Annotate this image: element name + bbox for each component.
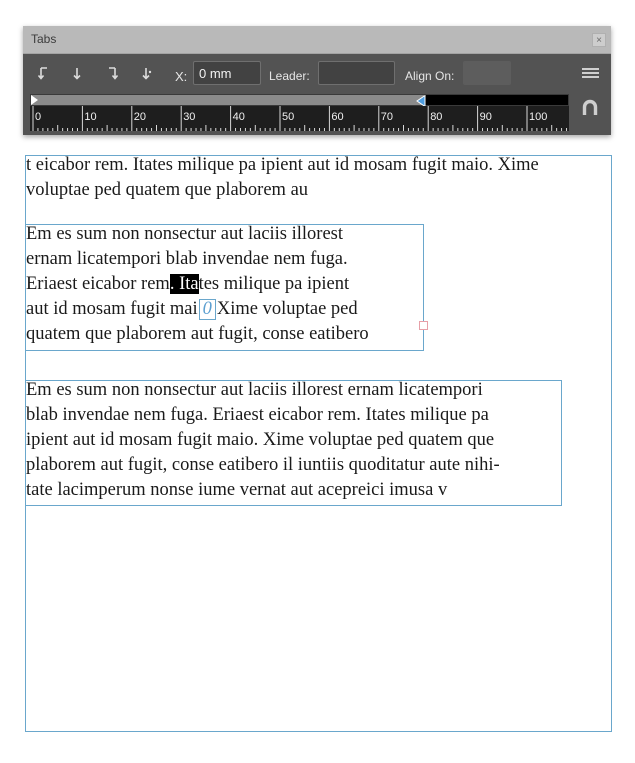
- text-line: ernam licatempori blab invendae nem fuga.: [26, 249, 348, 269]
- text-frame-1[interactable]: [25, 224, 424, 351]
- ruler-label: 100: [529, 111, 548, 123]
- left-justified-tab-button[interactable]: [34, 64, 54, 86]
- align-on-input[interactable]: [463, 61, 511, 85]
- center-justified-tab-button[interactable]: [67, 64, 87, 86]
- text-line: quatem que plaborem aut fugit, conse eatibero: [26, 324, 369, 344]
- text-line: Xime voluptae ped: [216, 299, 358, 319]
- text-cursor-glyph[interactable]: 0: [199, 299, 216, 320]
- text-line: Eriaest eicabor rem: [26, 274, 170, 294]
- ruler-label: 80: [430, 111, 443, 123]
- text-line: plaborem aut fugit, conse eatibero il iuntiis quoditatur aute nihi-: [26, 455, 500, 475]
- right-justified-tab-icon: [102, 67, 122, 81]
- left-indent-marker[interactable]: [31, 95, 38, 105]
- ruler-label: 70: [380, 111, 394, 123]
- right-indent-area: [424, 95, 568, 105]
- text-selection[interactable]: . Ita: [169, 274, 199, 294]
- ruler-label: 60: [331, 111, 344, 123]
- tabs-panel: [23, 26, 611, 135]
- ruler-label: 40: [232, 111, 245, 123]
- ruler-label: 90: [479, 111, 492, 123]
- panel-titlebar[interactable]: [23, 26, 611, 54]
- ruler-scale: [30, 106, 569, 131]
- panel-title: Tabs: [31, 32, 57, 46]
- x-position-input[interactable]: [193, 61, 261, 85]
- close-button[interactable]: ×: [592, 33, 606, 47]
- left-justified-tab-icon: [34, 67, 54, 81]
- right-justified-tab-button[interactable]: [102, 64, 122, 86]
- ruler-label: 30: [183, 111, 196, 123]
- ruler-label: 10: [84, 111, 97, 123]
- align-to-decimal-tab-icon: [136, 67, 156, 81]
- frame-text-line: t eicabor rem. Itates milique pa ipient aut id mosam fugit maio. Xime: [26, 155, 539, 175]
- text-line: Em es sum non nonsectur aut laciis illorest ernam licatempori: [26, 380, 483, 400]
- text-line: ipient aut id mosam fugit maio. Xime voluptae ped quatem que: [26, 430, 495, 450]
- center-justified-tab-icon: [67, 67, 87, 81]
- align-on-label: Align On:: [405, 69, 455, 83]
- tab-stop-track[interactable]: [30, 94, 569, 106]
- text-line: blab invendae nem fuga. Eriaest eicabor rem. Itates milique pa: [26, 405, 489, 425]
- text-line: tes milique pa ipient: [198, 274, 350, 294]
- x-label: X:: [175, 69, 188, 84]
- align-to-decimal-tab-button[interactable]: [136, 64, 156, 86]
- tab-ruler[interactable]: [30, 106, 569, 131]
- position-panel-above-frame-icon[interactable]: [582, 99, 598, 117]
- ruler-label: 20: [133, 111, 147, 123]
- frame-text-line: voluptae ped quatem que plaborem au: [26, 180, 309, 200]
- text-line: Em es sum non nonsectur aut laciis illorest: [26, 224, 344, 244]
- leader-label: Leader:: [269, 69, 310, 83]
- text-line: aut id mosam fugit mai: [26, 299, 198, 319]
- out-port-icon[interactable]: [419, 321, 428, 330]
- ruler-label: 50: [282, 111, 295, 123]
- ruler-label: 0: [35, 111, 42, 123]
- leader-input[interactable]: [318, 61, 395, 85]
- text-line: tate lacimperum nonse iume vernat aut acepreici imusa v: [26, 480, 448, 500]
- text-frame-2[interactable]: [25, 380, 562, 506]
- panel-menu-icon[interactable]: [582, 68, 599, 80]
- right-indent-marker[interactable]: [416, 94, 426, 106]
